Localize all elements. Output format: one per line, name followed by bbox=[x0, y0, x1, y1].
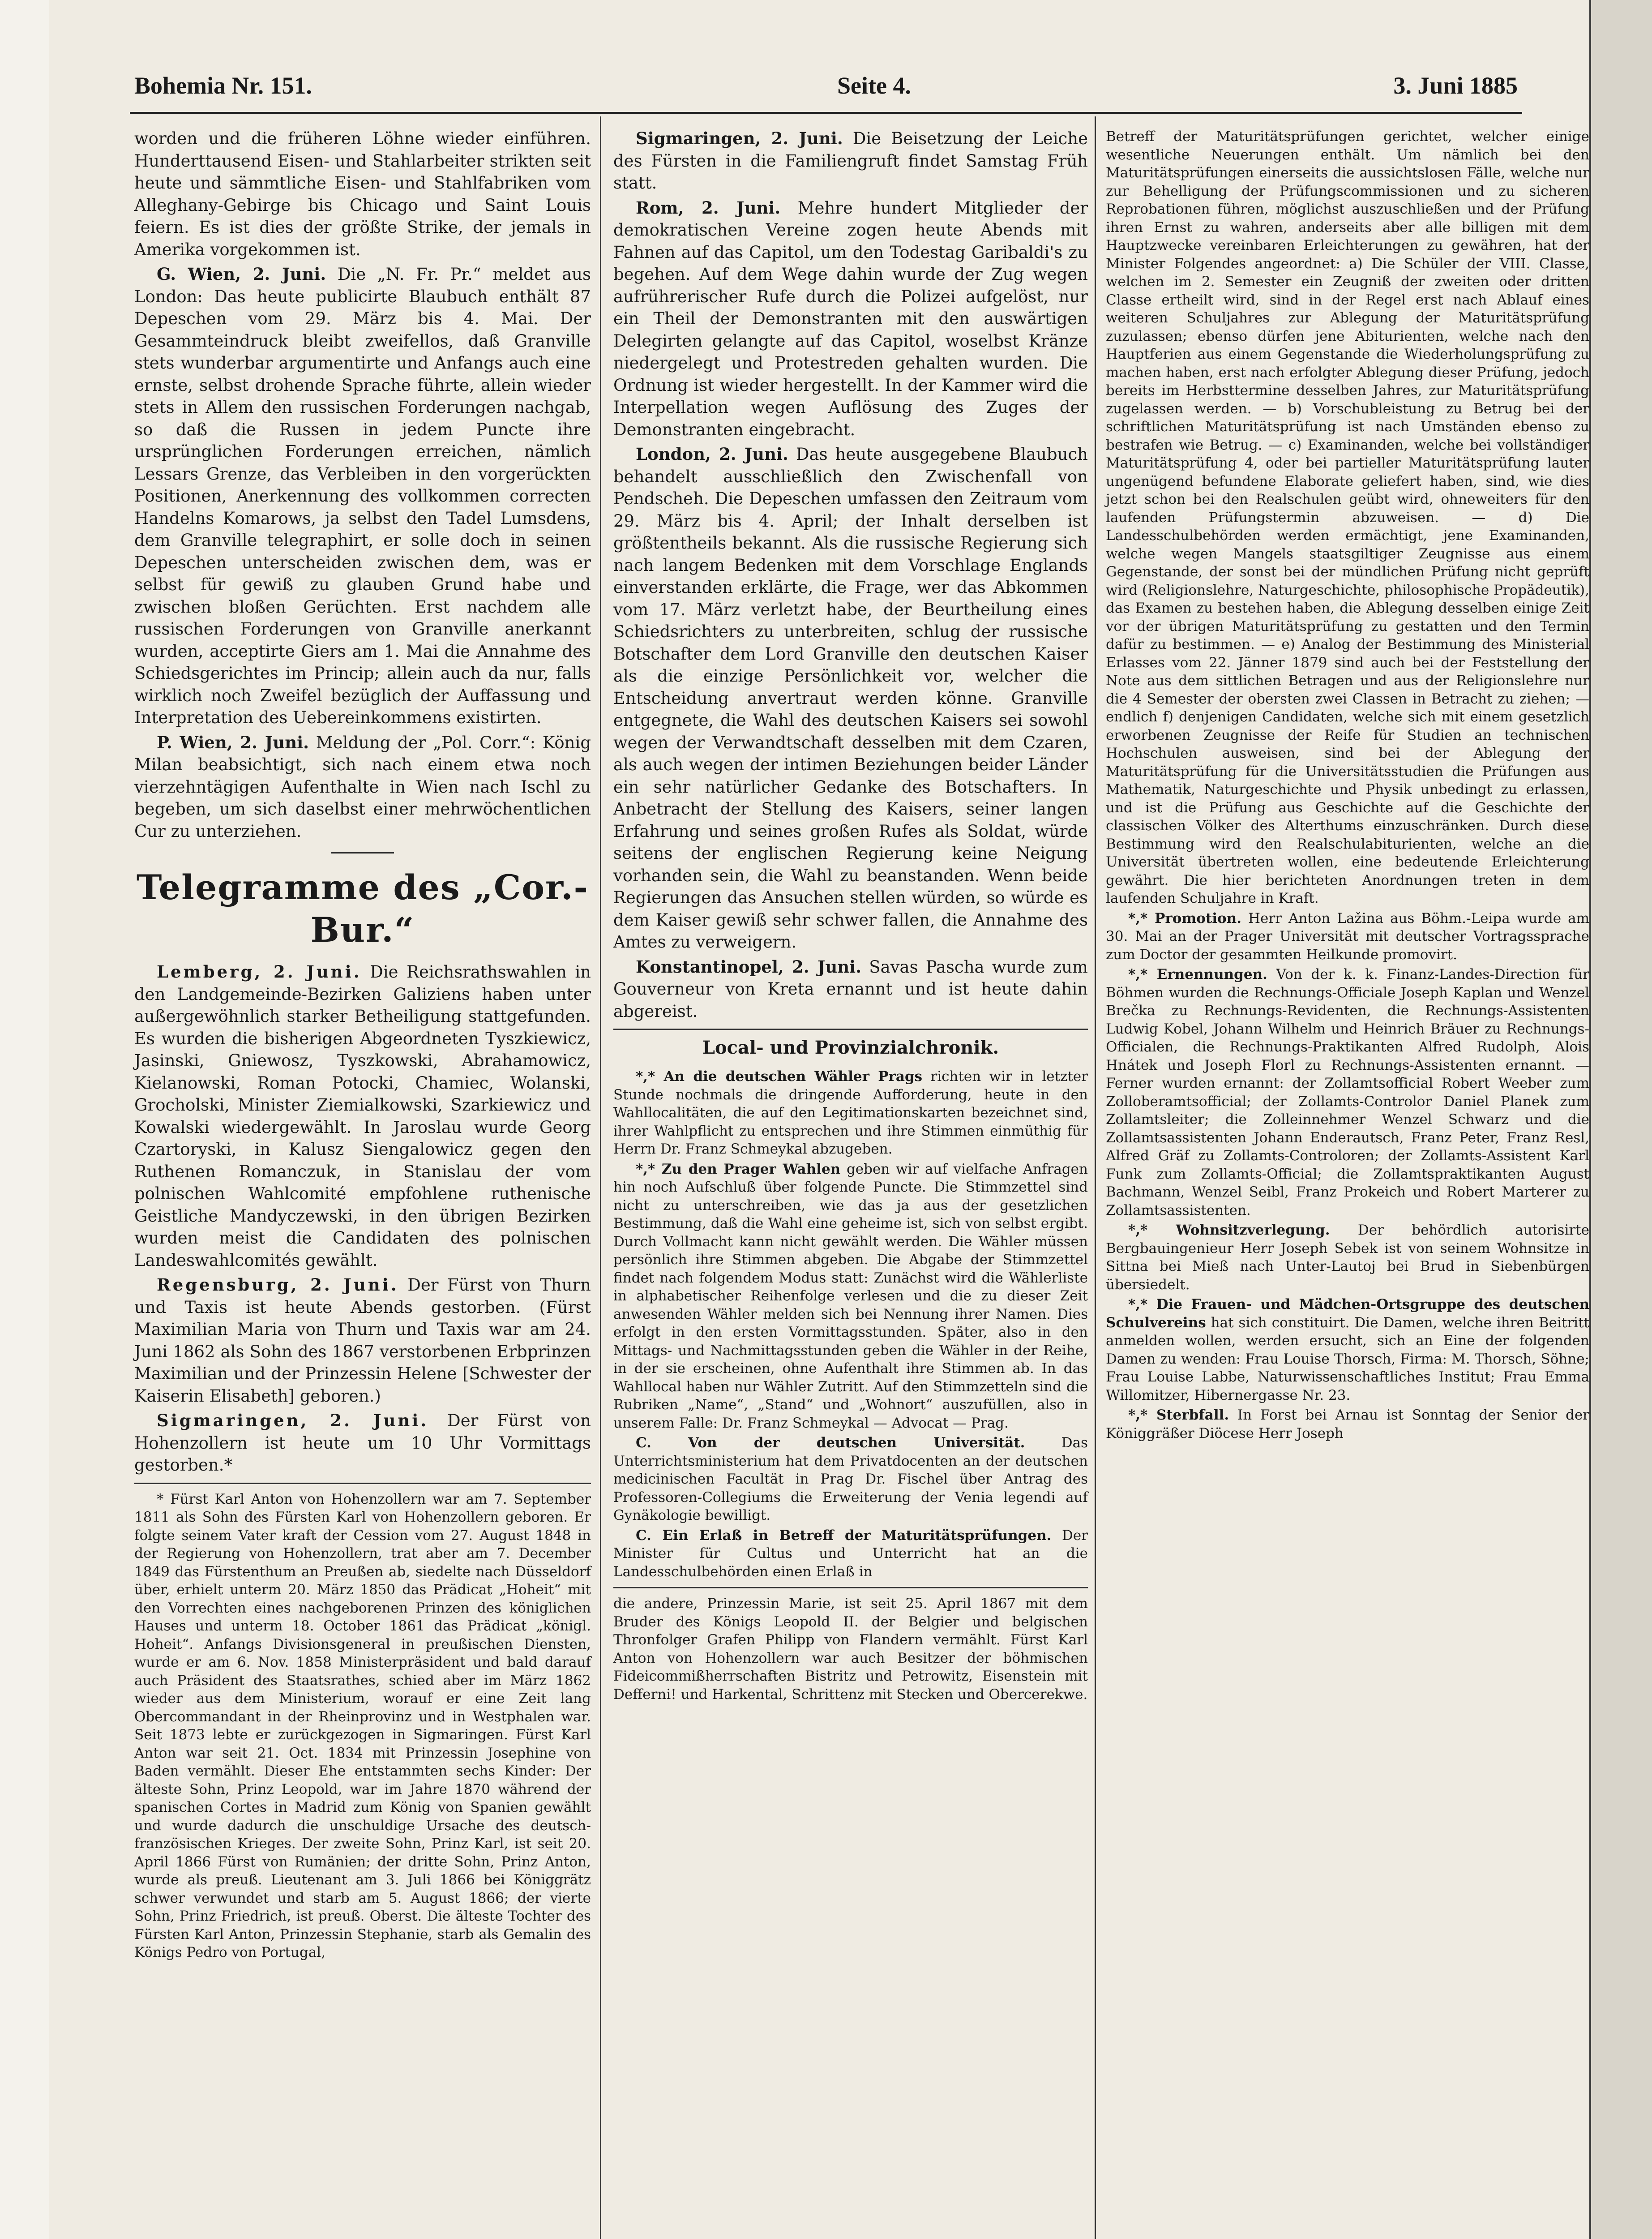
news-item bbox=[1106, 1221, 1589, 1294]
footnote-rule bbox=[134, 1483, 591, 1484]
article-sigmaringen-burial bbox=[613, 128, 1088, 194]
footnote-continuation: die andere, Prinzessin Marie, ist seit 25. April 1867 mit dem Bruder des Königs Leopold II. der Belgier und belgischen Thronfolger Grafen Philipp von Flandern vermählt. Fürst Karl Anton von Hohenzollern war auch Besitzer der böhmischen Fideicommißherrschaften Bistritz und Petrowitz, Eisenstein mit Defferni! und Harkental, Schrittenz mit Stecken und Obercerekwe. bbox=[613, 1596, 1088, 1703]
dateline: G. Wien, 2. Juni. bbox=[157, 264, 326, 284]
news-item bbox=[613, 1160, 1088, 1433]
news-item bbox=[613, 1434, 1088, 1525]
news-item bbox=[1106, 965, 1589, 1219]
article-rome bbox=[613, 197, 1088, 441]
news-item-title: *,* Ernennungen. bbox=[1128, 966, 1267, 982]
news-item-title: *,* Wohnsitzverlegung. bbox=[1128, 1222, 1330, 1238]
local-news bbox=[613, 1068, 1088, 1703]
dateline: Sigmaringen, 2. Juni. bbox=[636, 129, 843, 148]
article-text: Die Beisetzung der Leiche des Fürsten in die Familiengruft findet Samstag Früh statt. bbox=[613, 129, 1088, 193]
column-2 bbox=[613, 128, 1088, 1705]
article-vienna-blaubuch bbox=[134, 263, 591, 729]
article-text: Mehre hundert Mitglieder der demokratischen Vereine zogen heute Abends mit Fahnen auf das Capitol, um den Todestag Garibaldi's zu begehen. Auf dem Wege dahin wurde der Zug wegen aufrührerischer Rufe durch die Polizei aufgelöst, nur ein Theil der Demonstranten mit den auswärtigen Delegirten gelangte auf das Capitol, woselbst Kränze niedergelegt und Protestreden gehalten wurden. Die Ordnung ist wieder hergestellt. In der Kammer wird die Interpellation wegen Auflösung des Zuges der Demonstranten eingebracht. bbox=[613, 198, 1088, 439]
news-item bbox=[1106, 1406, 1589, 1442]
page-header bbox=[134, 72, 1518, 103]
news-item bbox=[1106, 909, 1589, 964]
news-item-title: *,* Zu den Prager Wahlen bbox=[636, 1161, 841, 1177]
news-item-text: Das Unterrichtsministerium hat dem Privatdocenten an der deutschen medicinischen Facultät in Prag Dr. Fischel über Antrag des Professoren-Collegiums die Erweiterung der Venia legendi auf Gynäkologie bewilligt. bbox=[613, 1435, 1088, 1523]
article-text: Savas Pascha wurde zum Gouverneur von Kreta ernannt und ist heute dahin abgereist. bbox=[613, 957, 1088, 1021]
footnote-rule bbox=[613, 1587, 1088, 1588]
column-divider bbox=[1095, 116, 1096, 2239]
news-item-text: Herr Anton Lažina aus Böhm.-Leipa wurde am 30. Mai an der Prager Universität mit deutscher Vortragssprache zum Doctor der gesammten Heilkunde promovirt. bbox=[1106, 910, 1589, 963]
article-text: Die Reichsrathswahlen in den Landgemeinde-Bezirken Galiziens haben unter außergewöhnlich starker Betheiligung stattgefunden. Es wurden die bisherigen Abgeordneten Tyszkiewicz, Jasinski, Gniewosz, Tyszkowski, Abrahamowicz, Kielanowski, Roman Potocki, Chamiec, Wolanski, Grocholski, Minister Ziemialkowski, Szarkiewicz und Kowalski wiedergewählt. In Jaroslau wurde Georg Czartoryski, in Kalusz Siengalowicz gegen den Ruthenen Romanczuk, in Stanislau der vom polnischen Wahlcomité empfohlene ruthenische Geistliche Mandyczewski, in den übrigen Bezirken wurden meist die Candidaten des polnischen Landeswahlcomités gewählt. bbox=[134, 962, 591, 1270]
news-item-text: In Forst bei Arnau ist Sonntag der Senior der Königgräßer Diöcese Herr Joseph bbox=[1106, 1407, 1590, 1441]
column-3 bbox=[1106, 128, 1589, 1444]
news-item-title: *,* Promotion. bbox=[1128, 910, 1242, 926]
news-item-text: hat sich constituirt. Die Damen, welche ihren Beitritt anmelden wollen, werden ersucht, sich an Eine der folgenden Damen zu wenden: Frau Louise Thorsch, Firma: M. Thorsch, Söhne; Frau Louise Labbe, Naturwissenschaftliches Institut; Frau Emma Willomitzer, Hibernergasse Nr. 23. bbox=[1106, 1314, 1589, 1403]
news-item-title: *,* Die Frauen- und Mädchen-Ortsgruppe des deutschen Schulvereins bbox=[1106, 1296, 1589, 1331]
article-text: Der Fürst von Thurn und Taxis ist heute Abends gestorben. (Fürst Maximilian Maria von Thurn und Taxis war am 24. Juni 1862 als Sohn des 1867 verstorbenen Erbprinzen Maximilian und der Prinzessin Helene [Schwester der Kaiserin Elisabeth] geboren.) bbox=[134, 1275, 591, 1406]
news-item-title: *,* Sterbfall. bbox=[1128, 1407, 1229, 1423]
news-item bbox=[1106, 1295, 1589, 1404]
article-text: Das heute ausgegebene Blaubuch behandelt ausschließlich den Zwischenfall von Pendscheh. Die Depeschen umfassen den Zeitraum vom 29. März bis 4. April; der Inhalt derselben ist größtentheils bekannt. Als die russische Regierung sich nach langem Bedenken mit dem Vorschlage Englands einverstanden erklärte, die Frage, wer das Abkommen vom 17. März verletzt habe, der Beurtheilung eines Schiedsrichters zu unterbreiten, schlug der russische Botschafter dem Lord Granville den deutschen Kaiser als die einzige Persönlichkeit vor, welcher die Entscheidung anvertraut werden könne. Granville entgegnete, die Wahl des deutschen Kaisers sei sowohl wegen der Verwandtschaft desselben mit dem Czaren, als auch wegen der intimen Beziehungen beider Länder ein sehr natürlicher Gedanke des Botschafters. In Anbetracht der Stellung des Kaisers, seiner langen Erfahrung und seines großen Rufes als Soldat, würde seitens der englischen Regierung keine Neigung vorhanden sein, die Wahl zu beanstanden. Wenn beide Regierungen das Ansuchen stellen würden, so würde es dem Kaiser gewiß sehr schwer fallen, die Annahme des Amtes zu verweigern. bbox=[613, 445, 1088, 952]
article-vienna-milan bbox=[134, 732, 591, 843]
section-heading-telegramme: Telegramme des „Cor.-Bur.“ bbox=[136, 867, 589, 950]
article-konstantinopel bbox=[613, 956, 1088, 1023]
article-text: Meldung der „Pol. Corr.“: König Milan beabsichtigt, sich nach einem etwa noch vierzehntägigen Aufenthalte in Wien nach Ischl zu begeben, um sich daselbst einer mehrwöchentlichen Cur zu unterziehen. bbox=[134, 733, 591, 841]
dateline: P. Wien, 2. Juni. bbox=[157, 732, 309, 752]
maturity-exam-text: Betreff der Maturitätsprüfungen gerichtet, welcher einige wesentliche Neuerungen enthält. Um nämlich bei den Maturitätsprüfungen einerseits die aussichtslosen Fälle, welche nur zur Behelligung der Prüfungscommissionen und zu sicheren Reprobationen führen, möglichst auszuschließen und der Prüfung ihren Ernst zu wahren, anderseits aber alle billigen mit dem Hauptzwecke vereinbaren Erleichterungen zu gewähren, hat der Minister Folgendes angeordnet: a) Die Schüler der VIII. Classe, welchen im 2. Semester ein Zeugniß der zweiten oder dritten Classe ertheilt wird, sind in der Regel erst nach Ablauf eines weiteren Schuljahres zur Ablegung der Maturitätsprüfung zuzulassen; ebenso dürfen jene Abiturienten, welche nach den Hauptferien aus einem Gegenstande die Wiederholungsprüfung zu machen haben, erst nach erfolgter Ablegung dieser Prüfung, jedoch bereits im Herbsttermine desselben Jahres, zur Maturitätsprüfung zugelassen werden. — b) Vorschubleistung zu Betrug bei der schriftlichen Maturitätsprüfung ist nach Umständen ebenso zu bestrafen wie Betrug. — c) Examinanden, welche bei vollständiger Maturitätsprüfung 4, oder bei partieller Maturitätsprüfung lauter ungenügend befundene Elaborate geliefert haben, sind, wie dies jetzt schon bei den Realschulen geübt wird, ohneweiters für den laufenden Prüfungstermin abzuweisen. — d) Die Landesschulbehörden werden ermächtigt, jene Examinanden, welche wegen Mangels staatsgiltiger Zeugnisse aus einem Gegenstande, der sonst bei der mündlichen Prüfung nicht geprüft wird (Religionslehre, Naturgeschichte, philosophische Propädeutik), das Examen zu bestehen haben, die Ablegung desselben einige Zeit vor der übrigen Maturitätsprüfung zu gestatten und den Termin dafür zu bestimmen. — e) Analog der Bestimmung des Ministerial Erlasses vom 22. Jänner 1879 sind auch bei der Feststellung der Note aus dem sittlichen Betragen und aus der Religionslehre nur die 4 Semester der obersten zwei Classen in Betracht zu ziehen; — endlich f) denjenigen Candidaten, welche sich mit einem gesetzlich erworbenen Zeugnisse der Reife für Studien an technischen Hochschulen ausweisen, sind bei der Ablegung der Maturitätsprüfung für die Universitätsstudien die Prüfungen aus Mathematik, Naturgeschichte und Physik unbedingt zu erlassen, und ist die Prüfung aus Geschichte auf die Geschichte der classischen Völker des Alterthums einzuschränken. Durch diese Bestimmung wird den Realschulabiturienten, welche an die Universität übertreten wollen, eine bedeutende Erleichterung gewährt. Die hier berichteten Anordnungen treten in dem laufenden Schuljahre in Kraft. bbox=[1106, 129, 1589, 906]
article-regensburg bbox=[134, 1274, 591, 1407]
dateline: Regensburg, 2. Juni. bbox=[157, 1275, 399, 1295]
page-number: Seite 4. bbox=[837, 72, 911, 99]
news-item bbox=[613, 1068, 1088, 1158]
issue-date: 3. Juni 1885 bbox=[1393, 72, 1518, 99]
section-rule bbox=[613, 1029, 1088, 1030]
header-rule bbox=[130, 112, 1522, 114]
masthead-issue: Bohemia Nr. 151. bbox=[134, 72, 312, 99]
section-heading-localchronik: Local- und Provinzialchronik. bbox=[702, 1037, 999, 1058]
article-text: Die „N. Fr. Pr.“ meldet aus London: Das heute publicirte Blaubuch enthält 87 Depeschen vom 29. März bis 4. Mai. Der Gesammteindruck bleibt zweifellos, daß Granville stets wunderbar argumentirte und Anfangs auch eine ernste, selbst drohende Sprache führte, allein wieder stets in Allem den russischen Forderungen nachgab, so daß die Russen in jedem Puncte ihre ursprünglichen Forderungen erreichen, nämlich Lessars Grenze, das Verbleiben in den vorgerückten Positionen, Anerkennung des vollkommen correcten Handelns Komarows, ja selbst den Tadel Lumsdens, dem Granville telegraphirt, er solle doch in seinen Depeschen unterscheiden zwischen dem, was er selbst für gewiß zu glauben Grund habe und zwischen bloßen Gerüchten. Erst nachdem alle russischen Forderungen von Granville anerkannt wurden, acceptirte Giers am 1. Mai die Annahme des Schiedsgerichtes im Princip; allein auch da nur, falls wirklich noch Zweifel bezüglich der Auffassung und Interpretation des Uebereinkommens existirten. bbox=[134, 265, 591, 727]
article-london bbox=[613, 443, 1088, 953]
section-divider bbox=[331, 852, 394, 854]
news-item-title: C. Von der deutschen Universität. bbox=[636, 1435, 1025, 1451]
news-item bbox=[613, 1527, 1088, 1581]
news-item-text: geben wir auf vielfache Anfragen hin noch Aufschluß über folgende Puncte. Die Stimmzettel sind nicht zu unterschreiben, wie das ja aus der gesetzlichen Bestimmung, daß die Wahl eine geheime ist, sich von selbst ergibt. Durch Vollmacht kann nicht gewählt werden. Die Wähler müssen persönlich ihre Stimmen abgeben. Die Abgabe der Stimmzettel findet nach folgendem Modus statt: Zunächst wird die Wählerliste in alphabetischer Reihenfolge verlesen und die zu dieser Zeit anwesenden Wähler melden sich bei Nennung ihrer Namen. Dies erfolgt in den ersten Vormittagsstunden. Später, also in den Mittags- und Nachmittagsstunden geben die Wähler in der Reihe, in der sie erscheinen, ohne Aufenthalt ihre Stimmen ab. In das Wahllocal haben nur Wähler Zutritt. Auf den Stimmzetteln sind die Rubriken „Name“, „Stand“ und „Wohnort“ auszufüllen, also in unserem Falle: Dr. Franz Schmeykal — Advocat — Prag. bbox=[613, 1161, 1088, 1431]
left-page-margin bbox=[0, 0, 49, 2239]
column-1 bbox=[134, 128, 591, 1964]
news-item-title: *,* An die deutschen Wähler Prags bbox=[636, 1068, 923, 1085]
dateline: Konstantinopel, 2. Juni. bbox=[636, 957, 862, 977]
news-item-text: Der behördlich autorisirte Bergbauingenieur Herr Joseph Sebek ist von seinem Wohnsitze in Sittna bei Mieß nach Unter-Lautoj bei Brud in Siebenbürgen übersiedelt. bbox=[1106, 1222, 1589, 1293]
article-text: Der Fürst von Hohenzollern ist heute um 10 Uhr Vormittags gestorben.* bbox=[134, 1411, 591, 1475]
news-item-text: richten wir in letzter Stunde nochmals die dringende Aufforderung, heute in den Wahllocalitäten, die auf den Legitimationskarten bezeichnet sind, ihrer Wahlpflicht zu entsprechen und ihre Stimmen einmüthig für Herrn Dr. Franz Schmeykal abzugeben. bbox=[613, 1068, 1088, 1157]
footnote bbox=[134, 1490, 591, 1962]
dateline: Rom, 2. Juni. bbox=[636, 197, 781, 218]
dateline: Lemberg, 2. Juni. bbox=[157, 962, 362, 982]
news-item-text: Der Minister für Cultus und Unterricht hat an die Landesschulbehörden einen Erlaß in bbox=[613, 1527, 1088, 1580]
footnote-text: * Fürst Karl Anton von Hohenzollern war am 7. September 1811 als Sohn des Fürsten Karl von Hohenzollern geboren. Er folgte seinem Vater kraft der Cession vom 27. August 1848 in der Regierung von Hohenzollern, trat aber am 7. December 1849 das Fürstenthum an Preußen ab, siedelte nach Düsseldorf über, erhielt unterm 20. März 1850 das Prädicat „Hoheit“ mit den Vorrechten eines nachgeborenen Prinzen des königlichen Hauses und unterm 18. October 1861 das Prädicat „königl. Hoheit“. Anfangs Divisionsgeneral in preußischen Diensten, wurde er am 6. Nov. 1858 Ministerpräsident und bald darauf auch Präsident des Staatsrathes, schied aber im März 1862 wieder aus dem Ministerium, worauf er eine Zeit lang Obercommandant in der Rheinprovinz und in Westphalen war. Seit 1873 lebte er zurückgezogen in Sigmaringen. Fürst Karl Anton war seit 21. Oct. 1834 mit Prinzessin Josephine von Baden vermählt. Dieser Ehe entstammten sechs Kinder: Der älteste Sohn, Prinz Leopold, war im Jahre 1870 während der spanischen Cortes in Madrid zum König von Spanien gewählt und wurde dadurch die unschuldige Ursache des deutsch-französischen Krieges. Der zweite Sohn, Prinz Karl, ist seit 20. April 1866 Fürst von Rumänien; der dritte Sohn, Prinz Anton, wurde als preuß. Lieutenant am 3. Juli 1866 bei Königgrätz schwer verwundet und starb am 5. August 1866; der vierte Sohn, Prinz Friedrich, ist preuß. Oberst. Die älteste Tochter des Fürsten Karl Anton, Prinzessin Stephanie, starb als Gemalin des Königs Pedro von Portugal, bbox=[134, 1491, 591, 1960]
article-lemberg bbox=[134, 961, 591, 1271]
column-divider bbox=[600, 116, 601, 2239]
strike-report-text: worden und die früheren Löhne wieder einführen. Hunderttausend Eisen- und Stahlarbeiter strikten seit heute und sämmtliche Eisen- und Stahlfabriken vom Alleghany-Gebirge bis Chicago und Saint Louis feiern. Es ist dies der größte Strike, der jemals in Amerika vorgekommen ist. bbox=[134, 129, 591, 259]
article-sigmaringen bbox=[134, 1410, 591, 1476]
adjacent-page-edge bbox=[1589, 0, 1652, 2239]
news-item-text: Von der k. k. Finanz-Landes-Direction für Böhmen wurden die Rechnungs-Officiale Joseph Kaplan und Wenzel Brečka zu Rechnungs-Revidenten, die Rechnungs-Assistenten Ludwig Kobel, Johann Wilhelm und Heinrich Bräuer zu Rechnungs-Officialen, die Rechnungs-Praktikanten Alfred Rudolph, Alois Hnátek und Joseph Florl zu Rechnungs-Assistenten ernannt. — Ferner wurden ernannt: der Zollamtsofficial Robert Weeber zum Zolloberamtsofficial; der Zollamts-Controlor Daniel Planek zum Zollamtsleiter; die Zolleinnehmer Wenzel Schwarz und die Zollamtsassistenten Johann Enderautsch, Franz Peter, Franz Resl, Alfred Gräf zu Zollamts-Controloren; der Zollamts-Assistent Karl Funk zum Zollamts-Official; die Zollamtspraktikanten August Bachmann, Wenzel Seibl, Franz Prokeich und Robert Marterer zu Zollamtsassistenten. bbox=[1106, 966, 1589, 1218]
news-item-title: C. Ein Erlaß in Betreff der Maturitätsprüfungen. bbox=[636, 1527, 1052, 1544]
dateline: Sigmaringen, 2. Juni. bbox=[157, 1411, 429, 1430]
dateline: London, 2. Juni. bbox=[636, 444, 788, 464]
